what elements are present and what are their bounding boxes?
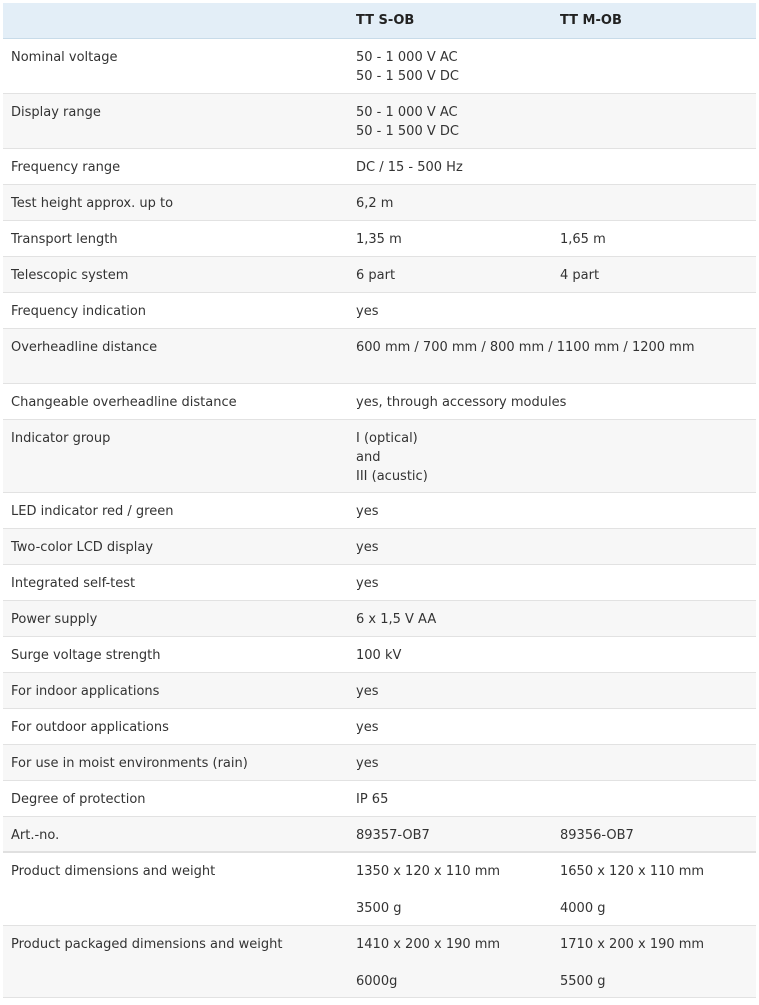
tt-m-ob-value <box>552 419 756 492</box>
table-row <box>3 328 756 383</box>
tt-s-ob-value <box>348 852 552 925</box>
table-row <box>3 564 756 600</box>
tt-s-ob-value <box>348 93 552 148</box>
tt-s-ob-value: yes <box>356 539 379 555</box>
tt-m-ob-value <box>552 492 756 528</box>
value-line: 1350 x 120 x 110 mm <box>356 864 501 879</box>
row-label: For outdoor applications <box>11 719 169 735</box>
tt-s-ob-value <box>348 419 552 492</box>
value-line: and <box>356 449 381 465</box>
table-row <box>3 38 756 93</box>
row-label: Changeable overheadline distance <box>11 394 237 410</box>
row-label: Nominal voltage <box>11 49 118 65</box>
row-label: Test height approx. up to <box>11 195 174 211</box>
table-row <box>3 292 756 328</box>
value-line: 50 - 1 000 V AC <box>356 104 458 120</box>
value-line: 4000 g <box>560 901 606 916</box>
table-row <box>3 184 756 220</box>
table-row <box>3 256 756 292</box>
tt-m-ob-value <box>552 708 756 744</box>
table-row <box>3 672 756 708</box>
table-row <box>3 148 756 184</box>
table-row <box>3 744 756 780</box>
tt-m-ob-value <box>552 148 756 184</box>
row-label: Transport length <box>11 231 118 247</box>
tt-s-ob-value: yes <box>356 303 379 319</box>
tt-m-ob-value <box>552 528 756 564</box>
row-label: Overheadline distance <box>11 339 158 355</box>
spec-table-container <box>3 3 756 998</box>
tt-m-ob-value <box>552 600 756 636</box>
tt-s-ob-value: 6,2 m <box>356 195 394 211</box>
value-line: 50 - 1 500 V DC <box>356 123 459 139</box>
row-label: Frequency range <box>11 159 121 175</box>
table-row <box>3 925 756 997</box>
tt-s-ob-value: 600 mm / 700 mm / 800 mm / 1100 mm / 1200 mm <box>356 339 695 355</box>
tt-s-ob-value: yes, through accessory modules <box>356 394 567 410</box>
table-row <box>3 220 756 256</box>
row-label: For use in moist environments (rain) <box>11 755 248 771</box>
row-label: For indoor applications <box>11 683 160 699</box>
table-row <box>3 419 756 492</box>
header-tt-s-ob: TT S-OB <box>348 3 552 38</box>
table-row <box>3 636 756 672</box>
tt-s-ob-value: yes <box>356 575 379 591</box>
table-header-row <box>3 3 756 38</box>
row-label: Product dimensions and weight <box>11 864 216 879</box>
tt-m-ob-value <box>552 38 756 93</box>
row-label: Art.-no. <box>11 827 60 843</box>
tt-m-ob-value <box>552 636 756 672</box>
row-label: LED indicator red / green <box>11 503 174 519</box>
tt-s-ob-value: yes <box>356 755 379 771</box>
tt-s-ob-value: 89357-OB7 <box>356 827 430 843</box>
tt-s-ob-value: yes <box>356 683 379 699</box>
table-row <box>3 492 756 528</box>
tt-m-ob-value <box>552 93 756 148</box>
table-row <box>3 93 756 148</box>
tt-m-ob-value <box>552 780 756 816</box>
tt-m-ob-value: 4 part <box>560 267 600 283</box>
value-line: 5500 g <box>560 973 606 989</box>
table-row <box>3 816 756 852</box>
table-row <box>3 708 756 744</box>
tt-s-ob-value: 1,35 m <box>356 231 402 247</box>
value-line: 1650 x 120 x 110 mm <box>560 864 705 879</box>
value-line: III (acustic) <box>356 468 428 484</box>
table-row <box>3 780 756 816</box>
table-row <box>3 528 756 564</box>
row-label: Degree of protection <box>11 791 146 807</box>
tt-s-ob-value: 100 kV <box>356 647 402 663</box>
table-row <box>3 383 756 419</box>
header-tt-m-ob: TT M-OB <box>552 3 756 38</box>
tt-s-ob-value: IP 65 <box>356 791 389 807</box>
value-line: I (optical) <box>356 430 418 446</box>
spec-table <box>3 3 756 998</box>
tt-s-ob-value: DC / 15 - 500 Hz <box>356 159 463 175</box>
value-line: 50 - 1 000 V AC <box>356 49 458 65</box>
tt-s-ob-value: 6 part <box>356 267 396 283</box>
header-label-col <box>3 3 348 38</box>
tt-s-ob-value: yes <box>356 719 379 735</box>
tt-m-ob-value: 89356-OB7 <box>560 827 634 843</box>
value-line: 50 - 1 500 V DC <box>356 68 459 84</box>
row-label: Display range <box>11 104 101 120</box>
row-label: Frequency indication <box>11 303 147 319</box>
tt-m-ob-value <box>552 292 756 328</box>
tt-s-ob-value <box>348 925 552 997</box>
tt-m-ob-value <box>552 744 756 780</box>
value-line: 1710 x 200 x 190 mm <box>560 936 705 952</box>
row-label: Power supply <box>11 611 98 627</box>
value-line: 1410 x 200 x 190 mm <box>356 936 501 952</box>
tt-s-ob-value <box>348 38 552 93</box>
tt-m-ob-value: 1,65 m <box>560 231 606 247</box>
row-label: Indicator group <box>11 430 111 446</box>
tt-m-ob-value <box>552 852 756 925</box>
row-label: Integrated self-test <box>11 575 136 591</box>
table-row <box>3 600 756 636</box>
value-line: 3500 g <box>356 901 402 916</box>
row-label: Telescopic system <box>11 267 129 283</box>
row-label: Product packaged dimensions and weight <box>11 936 283 952</box>
tt-s-ob-value: 6 x 1,5 V AA <box>356 611 437 627</box>
row-label: Two-color LCD display <box>11 539 154 555</box>
tt-m-ob-value <box>552 184 756 220</box>
value-line: 6000g <box>356 973 398 989</box>
tt-s-ob-value: yes <box>356 503 379 519</box>
row-label: Surge voltage strength <box>11 647 161 663</box>
tt-m-ob-value <box>552 564 756 600</box>
table-row <box>3 852 756 925</box>
tt-m-ob-value <box>552 925 756 997</box>
tt-m-ob-value <box>552 672 756 708</box>
